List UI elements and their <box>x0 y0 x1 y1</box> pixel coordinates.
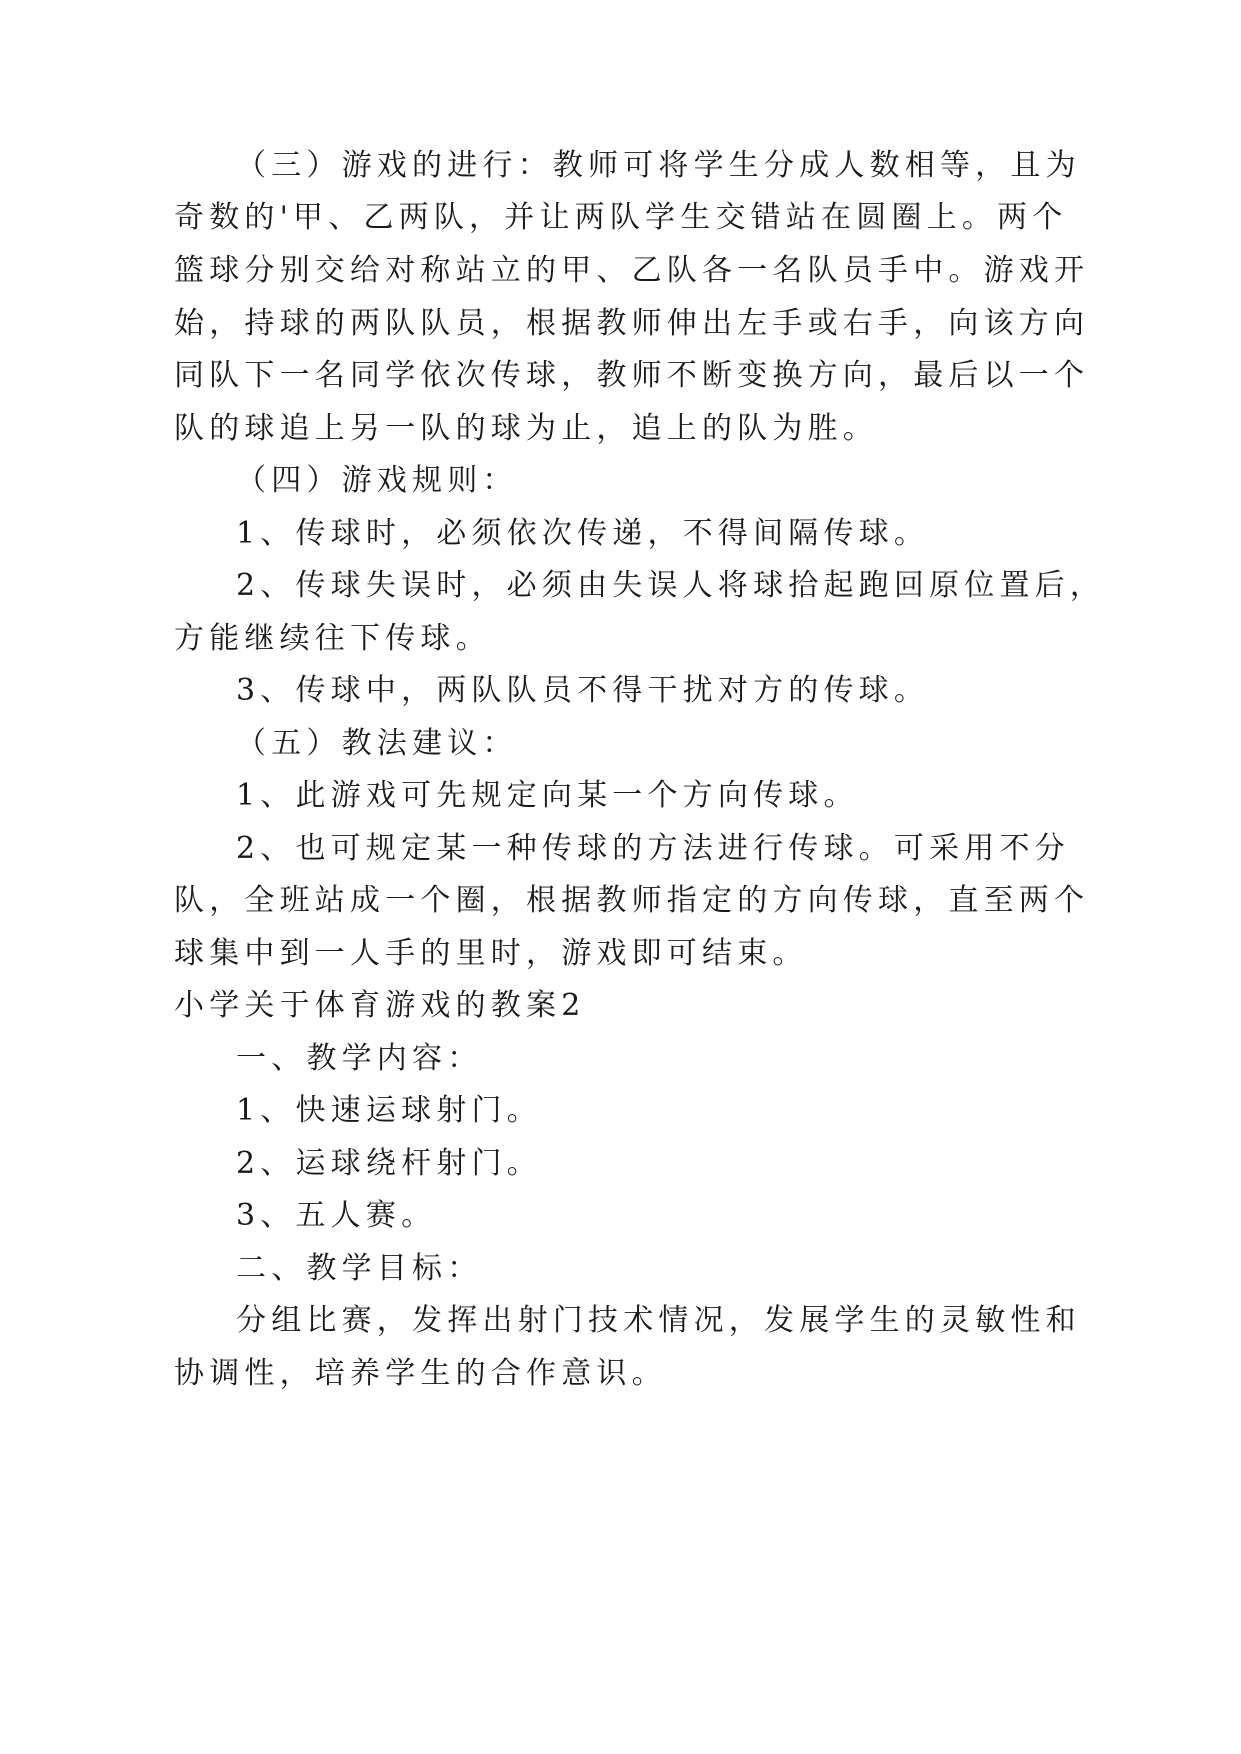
list-item: 2、也可规定某一种传球的方法进行传球。可采用不分 <box>236 831 1070 866</box>
paragraph-line: （三）游戏的进行：教师可将学生分成人数相等，且为 <box>236 148 1081 183</box>
paragraph-line: 同队下一名同学依次传球，教师不断变换方向，最后以一个 <box>174 358 1090 393</box>
section-heading: （五）教法建议： <box>236 726 518 761</box>
section-heading: （四）游戏规则： <box>236 463 518 498</box>
list-item: 1、此游戏可先规定向某一个方向传球。 <box>236 778 859 813</box>
list-item: 3、传球中，两队队员不得干扰对方的传球。 <box>236 673 930 708</box>
list-item: 3、五人赛。 <box>236 1198 437 1233</box>
paragraph-line: 球集中到一人手的里时，游戏即可结束。 <box>174 936 808 971</box>
paragraph-line: 始，持球的两队队员，根据教师伸出左手或右手，向该方向 <box>174 306 1090 341</box>
section-heading: 二、教学目标： <box>236 1251 483 1286</box>
paragraph-line: 方能继续往下传球。 <box>174 621 491 656</box>
paragraph-line: 篮球分别交给对称站立的甲、乙队各一名队员手中。游戏开 <box>174 253 1090 288</box>
list-item: 1、传球时，必须依次传递，不得间隔传球。 <box>236 516 930 551</box>
paragraph-line: 队，全班站成一个圈，根据教师指定的方向传球，直至两个 <box>174 883 1090 918</box>
list-item: 1、快速运球射门。 <box>236 1093 542 1128</box>
list-item: 2、传球失误时，必须由失误人将球拾起跑回原位置后， <box>236 568 1106 603</box>
paragraph-line: 队的球追上另一队的球为止，追上的队为胜。 <box>174 411 878 446</box>
section-heading: 一、教学内容： <box>236 1041 483 1076</box>
document-title: 小学关于体育游戏的教案2 <box>174 988 586 1023</box>
list-item: 2、运球绕杆射门。 <box>236 1146 542 1181</box>
paragraph-line: 奇数的'甲、乙两队，并让两队学生交错站在圆圈上。两个 <box>174 200 1068 235</box>
paragraph-line: 分组比赛，发挥出射门技术情况，发展学生的灵敏性和 <box>236 1303 1081 1338</box>
paragraph-line: 协调性，培养学生的合作意识。 <box>174 1356 667 1391</box>
